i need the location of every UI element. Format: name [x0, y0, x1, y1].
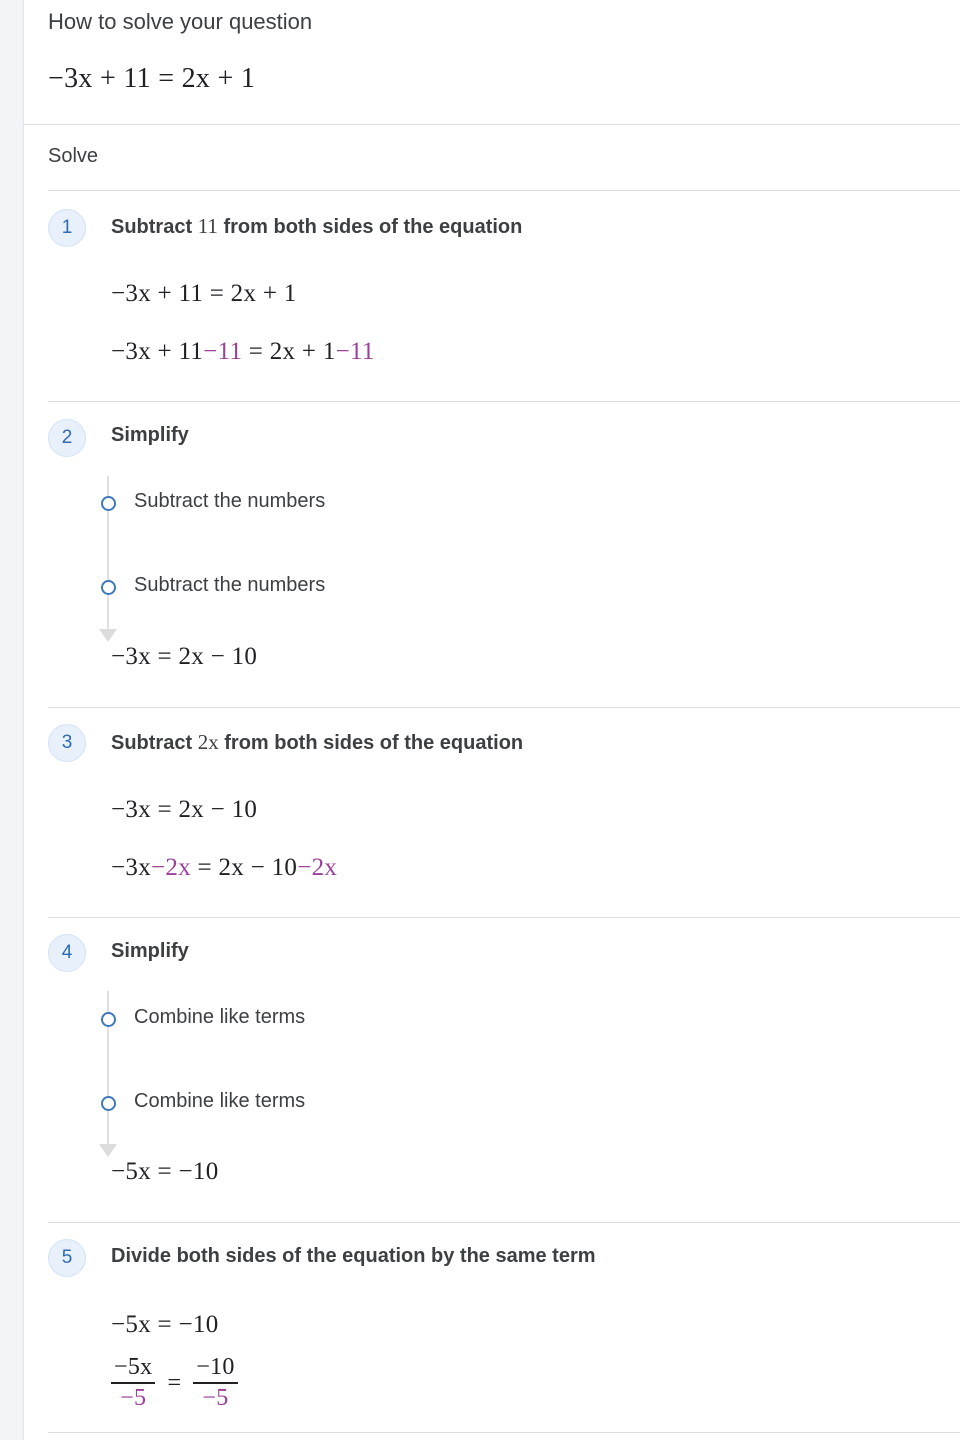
- step-number-badge: 4: [48, 934, 86, 972]
- step-3-equation-transformed: −3x−2x = 2x − 10−2x: [111, 854, 338, 881]
- step-5-fraction-equation: $\frac{-5x}{-5}$ = $\frac{-10}{-5}$: [111, 1354, 238, 1412]
- step-2-result: −3x = 2x − 10: [111, 643, 258, 670]
- step-5-title: Divide both sides of the equation by the same term: [111, 1245, 596, 1267]
- circle-icon: [101, 1096, 116, 1111]
- question-equation: −3x + 11 = 2x + 1: [48, 63, 256, 94]
- step-3-equation: −3x = 2x − 10: [111, 796, 258, 823]
- divider: [48, 190, 960, 191]
- divider: [48, 917, 960, 918]
- substep-label: Subtract the numbers: [134, 574, 326, 596]
- step-number-badge: 2: [48, 419, 86, 457]
- divider: [48, 1432, 960, 1433]
- left-gutter: [0, 0, 24, 1440]
- step-1-equation: −3x + 11 = 2x + 1: [111, 280, 297, 307]
- circle-icon: [101, 580, 116, 595]
- circle-icon: [101, 496, 116, 511]
- right-fraction: $\frac{-10}{-5}$: [193, 1354, 237, 1412]
- step-number-badge: 1: [48, 209, 86, 247]
- step-4-title: Simplify: [111, 940, 189, 962]
- arrow-down-icon: [99, 629, 117, 642]
- page-title: How to solve your question: [48, 9, 313, 34]
- divider: [48, 707, 960, 708]
- step-4-result: −5x = −10: [111, 1158, 219, 1185]
- arrow-down-icon: [99, 1144, 117, 1157]
- step-1-title: Subtract 11 from both sides of the equation: [111, 214, 523, 238]
- step-number-badge: 5: [48, 1239, 86, 1277]
- header-divider: [23, 124, 960, 125]
- step-number-badge: 3: [48, 724, 86, 762]
- left-fraction: $\frac{-5x}{-5}$: [111, 1354, 155, 1412]
- step-3-title: Subtract 2x from both sides of the equation: [111, 730, 524, 754]
- substep-label: Subtract the numbers: [134, 490, 326, 512]
- divider: [48, 1222, 960, 1223]
- step-5-equation: −5x = −10: [111, 1311, 219, 1338]
- substep-label: Combine like terms: [134, 1006, 306, 1028]
- step-2-title: Simplify: [111, 424, 189, 446]
- solve-label: Solve: [48, 145, 99, 167]
- step-1-equation-transformed: −3x + 11−11 = 2x + 1−11: [111, 338, 375, 365]
- divider: [48, 401, 960, 402]
- substep-label: Combine like terms: [134, 1090, 306, 1112]
- circle-icon: [101, 1012, 116, 1027]
